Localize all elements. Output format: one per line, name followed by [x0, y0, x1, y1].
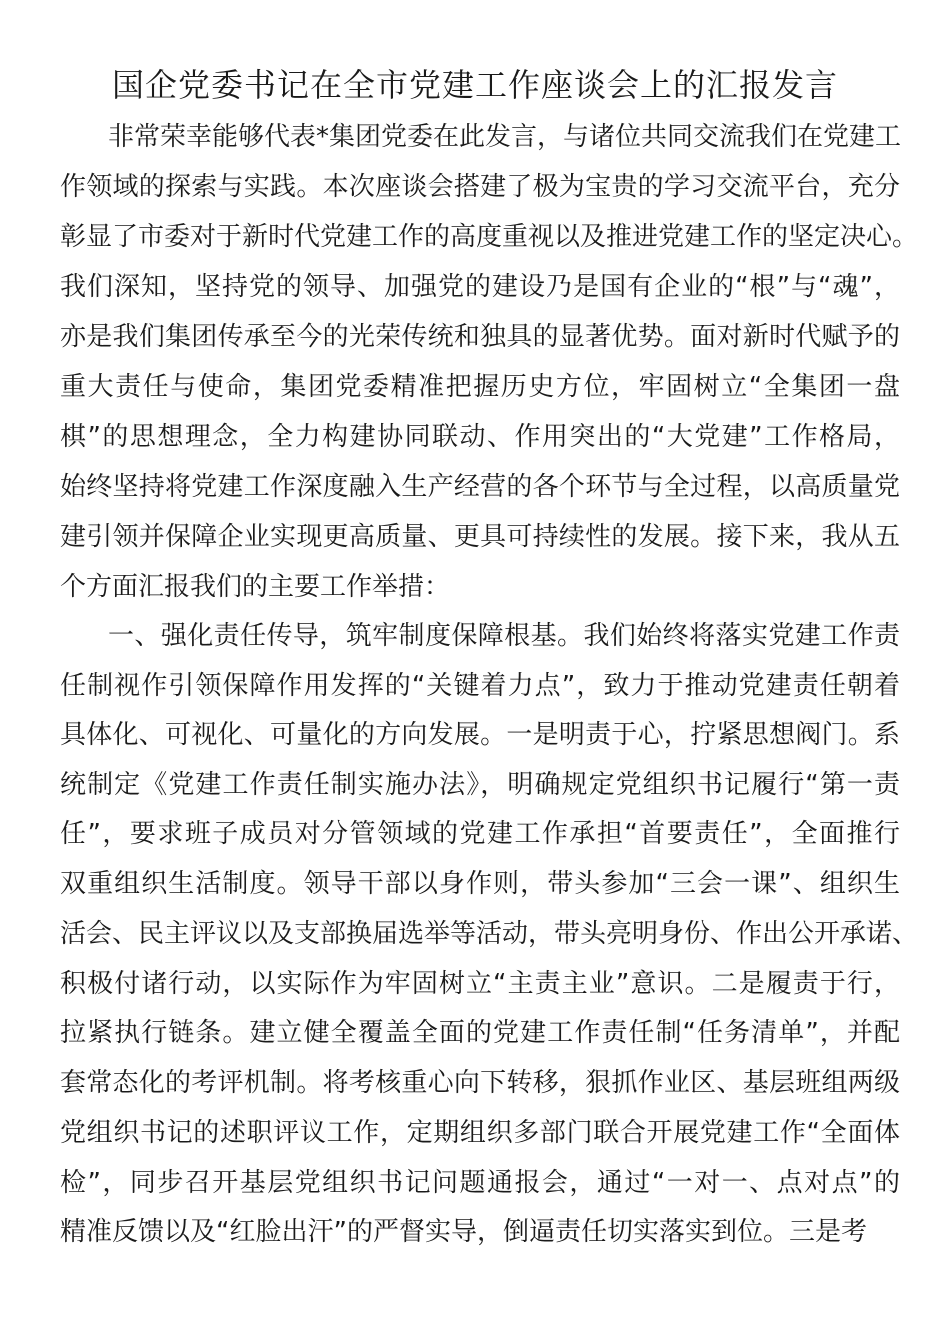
- paragraph-line: 作领域的探索与实践。本次座谈会搭建了极为宝贵的学习交流平台，充分: [60, 172, 900, 202]
- paragraph-line: 棋”的思想理念，全力构建协同联动、作用突出的“大党建”工作格局，: [60, 422, 900, 452]
- paragraph-line: 统制定《党建工作责任制实施办法》，明确规定党组织书记履行“第一责: [60, 770, 900, 800]
- paragraph-line: 双重组织生活制度。领导干部以身作则，带头参加“三会一课”、组织生: [60, 869, 900, 899]
- paragraph-line: 我们深知，坚持党的领导、加强党的建设乃是国有企业的“根”与“魂”，: [60, 272, 900, 302]
- paragraph-line: 任制视作引领保障作用发挥的“关键着力点”，致力于推动党建责任朝着: [60, 671, 900, 701]
- paragraph-line: 拉紧执行链条。建立健全覆盖全面的党建工作责任制“任务清单”，并配: [60, 1018, 900, 1048]
- paragraph-line: 一、强化责任传导，筑牢制度保障根基。我们始终将落实党建工作责: [108, 621, 900, 651]
- paragraph-line: 套常态化的考评机制。将考核重心向下转移，狠抓作业区、基层班组两级: [60, 1068, 900, 1098]
- paragraph-line: 活会、民主评议以及支部换届选举等活动，带头亮明身份、作出公开承诺、: [60, 919, 919, 949]
- paragraph-line: 具体化、可视化、可量化的方向发展。一是明责于心，拧紧思想阀门。系: [60, 720, 900, 750]
- paragraph-line: 始终坚持将党建工作深度融入生产经营的各个环节与全过程，以高质量党: [60, 472, 900, 502]
- paragraph-line: 任”，要求班子成员对分管领域的党建工作承担“首要责任”，全面推行: [60, 819, 900, 849]
- paragraph-line: 党组织书记的述职评议工作，定期组织多部门联合开展党建工作“全面体: [60, 1118, 900, 1148]
- paragraph-line: 彰显了市委对于新时代党建工作的高度重视以及推进党建工作的坚定决心。: [60, 222, 919, 252]
- document-title: 国企党委书记在全市党建工作座谈会上的汇报发言: [111, 66, 838, 104]
- paragraph-line: 个方面汇报我们的主要工作举措：: [60, 572, 451, 602]
- paragraph-line: 精准反馈以及“红脸出汗”的严督实导，倒逼责任切实落实到位。三是考: [60, 1217, 867, 1247]
- paragraph-line: 非常荣幸能够代表*集团党委在此发言，与诸位共同交流我们在党建工: [108, 122, 902, 152]
- paragraph-line: 重大责任与使命，集团党委精准把握历史方位，牢固树立“全集团一盘: [60, 372, 900, 402]
- paragraph-line: 建引领并保障企业实现更高质量、更具可持续性的发展。接下来，我从五: [60, 522, 900, 552]
- paragraph-line: 检”，同步召开基层党组织书记问题通报会，通过“一对一、点对点”的: [60, 1168, 900, 1198]
- paragraph-line: 亦是我们集团传承至今的光荣传统和独具的显著优势。面对新时代赋予的: [60, 322, 900, 352]
- paragraph-line: 积极付诸行动，以实际作为牢固树立“主责主业”意识。二是履责于行，: [60, 969, 900, 999]
